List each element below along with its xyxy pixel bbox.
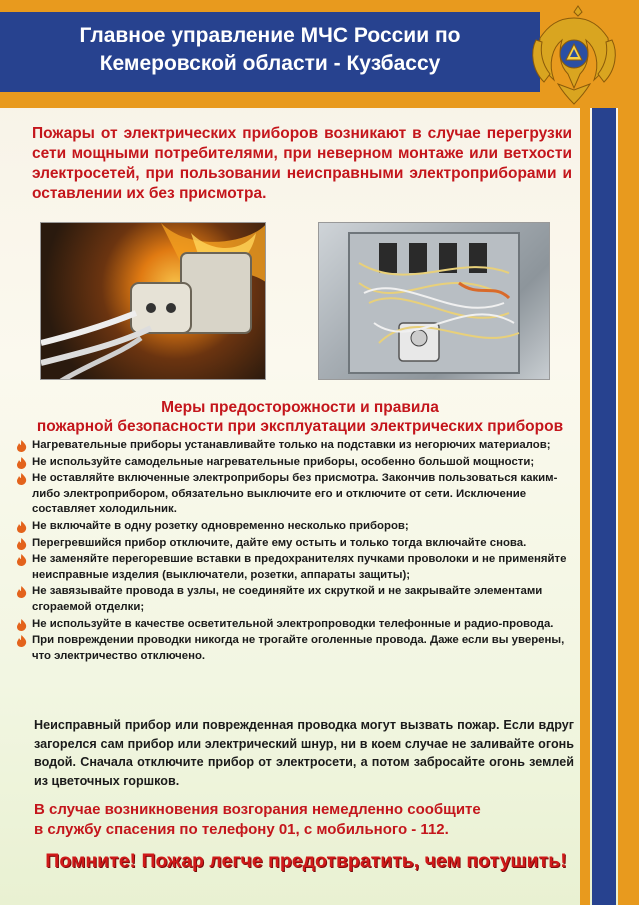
rule-item bbox=[16, 552, 576, 583]
flame-bullet-icon bbox=[16, 619, 27, 631]
header-title bbox=[10, 22, 530, 78]
precautions-title-line2: пожарной безопасности при эксплуатации электрических приборов bbox=[36, 418, 564, 435]
flame-bullet-icon bbox=[16, 635, 27, 647]
precautions-title bbox=[20, 398, 580, 436]
rule-text: Перегревшийся прибор отключите, дайте ему остыть и только тогда включайте снова. bbox=[32, 536, 527, 549]
faulty-wiring-photo bbox=[318, 222, 550, 380]
decorative-bar-orange bbox=[580, 108, 590, 905]
flame-bullet-icon bbox=[16, 440, 27, 452]
rule-item bbox=[16, 438, 576, 454]
flame-bullet-icon bbox=[16, 521, 27, 533]
intro-text: Пожары от электрических приборов возникают в случае перегрузки сети мощными потребителями, при неверном монтаже или ветхости электросетей, при пользовании неисправными электроприборами и оставлении их без присмотра. bbox=[32, 125, 572, 202]
rule-text: При повреждении проводки никогда не трогайте оголенные провода. Даже если вы уверены, что электричество отключено. bbox=[32, 634, 565, 662]
emergency-call-line2: в службу спасения по телефону 01, с мобильного - 112. bbox=[34, 821, 449, 838]
header-title-line1: Главное управление МЧС России по bbox=[79, 24, 461, 47]
rule-item bbox=[16, 519, 576, 535]
rule-text: Не заменяйте перегоревшие вставки в предохранителях пучками проволоки и не применяйте неисправные изделия (выключатели, розетки, аппараты защиты); bbox=[32, 553, 567, 581]
emergency-call-line1: В случае возникновения возгорания немедленно сообщите bbox=[34, 801, 481, 818]
rule-item bbox=[16, 471, 576, 518]
content bbox=[0, 108, 578, 905]
emergency-call-text bbox=[34, 800, 574, 840]
rule-text: Нагревательные приборы устанавливайте только на подставки из негорючих материалов; bbox=[32, 439, 551, 451]
precautions-title-line1: Меры предосторожности и правила bbox=[161, 399, 439, 416]
rule-item bbox=[16, 633, 576, 664]
flame-bullet-icon bbox=[16, 554, 27, 566]
rule-text: Не используйте в качестве осветительной электропроводки телефонные и радио-провода. bbox=[32, 617, 554, 630]
rule-text: Не завязывайте провода в узлы, не соединяйте их скруткой и не закрывайте элементами сгораемой отделки; bbox=[32, 585, 543, 613]
burning-socket-photo bbox=[40, 222, 266, 380]
slogan: Помните! Пожар легче предотвратить, чем потушить! bbox=[45, 850, 567, 872]
decorative-bar-orange-outer bbox=[618, 108, 639, 905]
flame-bullet-icon bbox=[16, 538, 27, 550]
flame-bullet-icon bbox=[16, 457, 27, 469]
rule-item bbox=[16, 617, 576, 633]
header-title-line2: Кемеровской области - Кузбассу bbox=[99, 52, 441, 75]
rules-list bbox=[16, 438, 576, 665]
mchs-emblem-icon bbox=[528, 4, 620, 108]
rule-text: Не включайте в одну розетку одновременно несколько приборов; bbox=[32, 519, 409, 532]
rule-item bbox=[16, 536, 576, 552]
rule-text: Не используйте самодельные нагревательные приборы, особенно большой мощности; bbox=[32, 455, 535, 468]
decorative-bar-blue bbox=[592, 108, 616, 905]
rule-item bbox=[16, 584, 576, 615]
rule-text: Не оставляйте включенные электроприборы без присмотра. Закончив пользоваться каким-либо электроприбором, обязательно выключите его и отключите от сети. Исключение составляет холодильник. bbox=[32, 472, 558, 516]
flame-bullet-icon bbox=[16, 586, 27, 598]
rule-item bbox=[16, 455, 576, 471]
flame-bullet-icon bbox=[16, 473, 27, 485]
warning-text: Неисправный прибор или поврежденная проводка могут вызвать пожар. Если вдруг загорелся сам прибор или электрический шнур, ни в коем случае не заливайте огонь водой. Сначала отключите прибор от электросети, а потом забросайте огонь землей из цветочных горшков. bbox=[34, 718, 574, 788]
